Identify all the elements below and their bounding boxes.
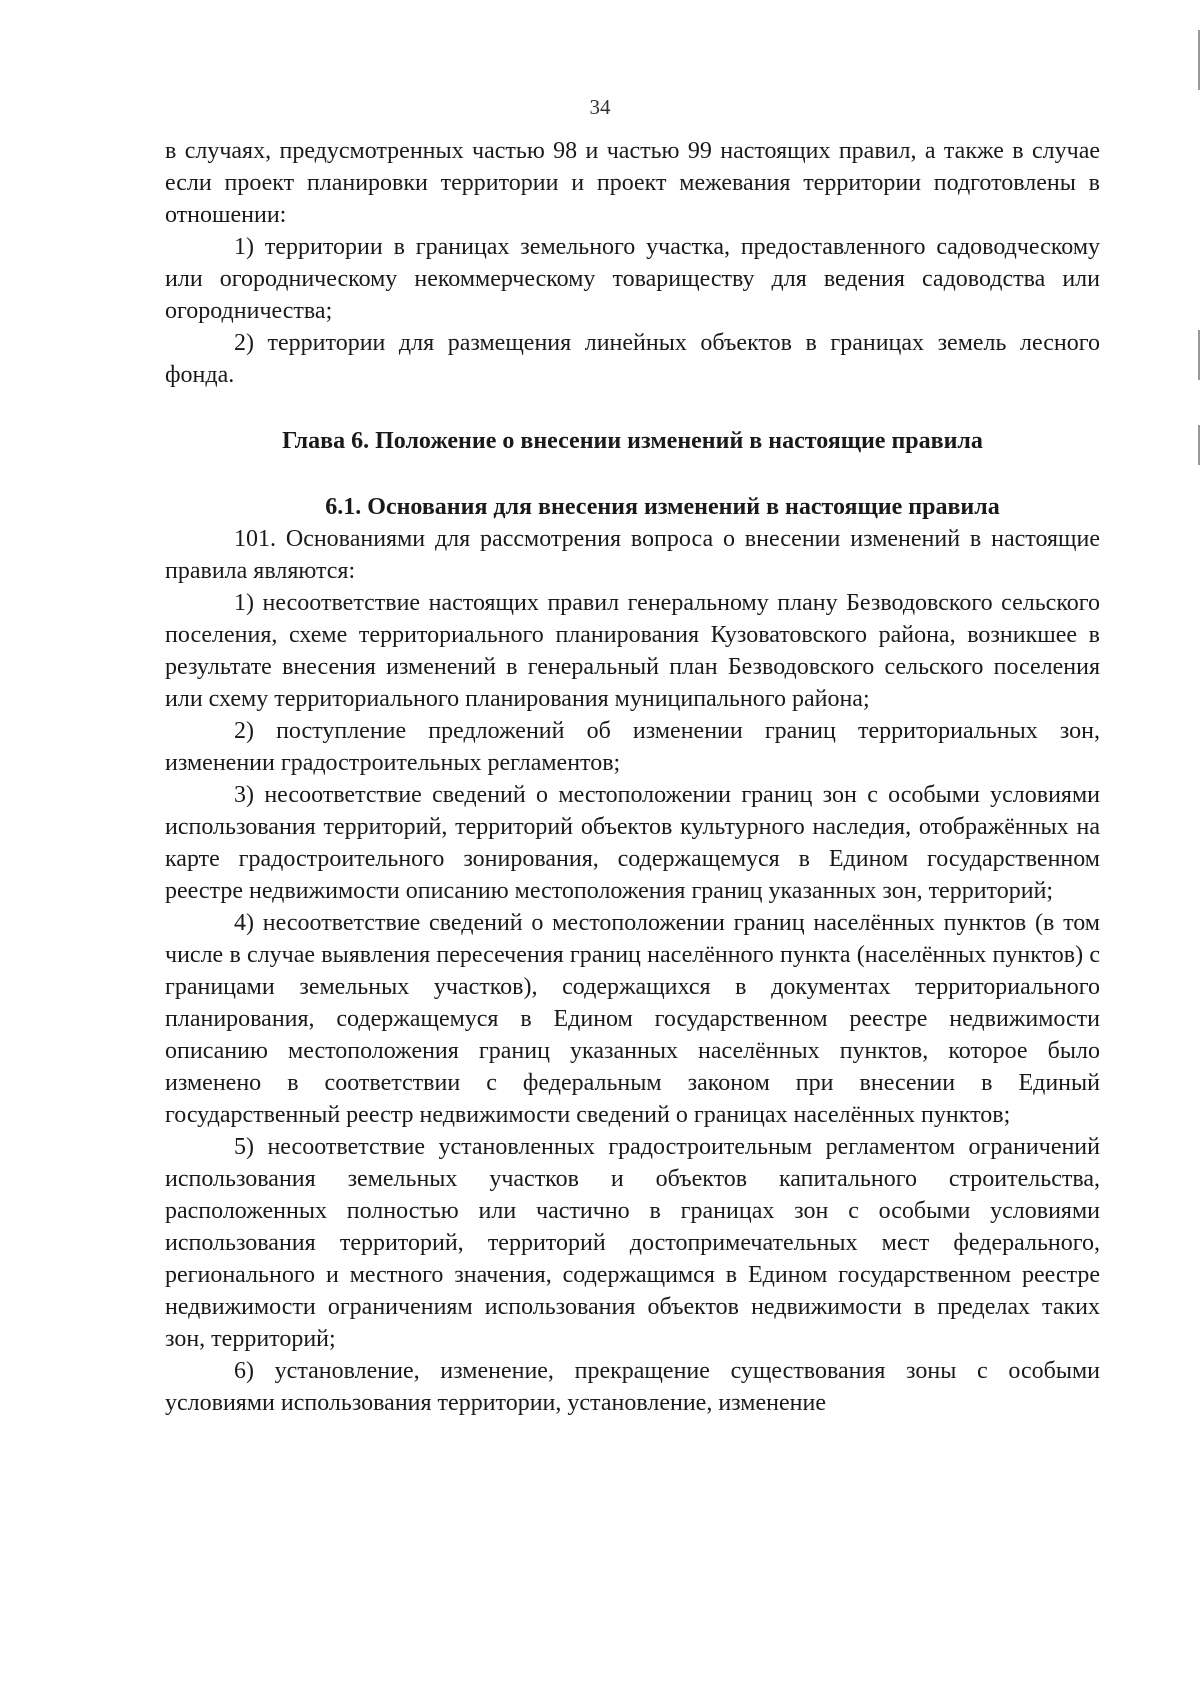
list-item: 2) поступление предложений об изменении границ территориальных зон, изменении градостроительных регламентов; [165,718,1100,776]
list-item: 4) несоответствие сведений о местоположении границ населённых пунктов (в том числе в случае выявления пересечения границ населённого пункта (населённых пунктов) с границами земельных участков), содержащихся в документах территориального планирования, содержащемуся в Едином государственном реестре недвижимости описанию местоположения границ указанных населённых пунктов, которое было изменено в соответствии с федеральным законом при внесении в Единый государственный реестр недвижимости сведений о границах населённых пунктов; [165,910,1100,1128]
list-item: 6) установление, изменение, прекращение существования зоны с особыми условиями использования территории, установление, изменение [165,1358,1100,1416]
list-item: 1) несоответствие настоящих правил генеральному плану Безводовского сельского поселения, схеме территориального планирования Кузоватовского района, возникшее в результате внесения изменений в генеральный план Безводовского сельского поселения или схему территориального планирования муниципального района; [165,590,1100,712]
list-item: 5) несоответствие установленных градостроительным регламентом ограничений использования земельных участков и объектов капитального строительства, расположенных полностью или частично в границах зон с особыми условиями использования территорий, территорий достопримечательных мест федерального, регионального и местного значения, содержащимся в Едином государственном реестре недвижимости ограничениям использования объектов недвижимости в пределах таких зон, территорий; [165,1134,1100,1352]
paragraph: в случаях, предусмотренных частью 98 и частью 99 настоящих правил, а также в случае если проект планировки территории и проект межевания территории подготовлены в отношении: [165,138,1100,228]
list-item: 2) территории для размещения линейных объектов в границах земель лесного фонда. [165,330,1100,388]
document-body [165,135,1100,1419]
list-item: 1) территории в границах земельного участка, предоставленного садоводческому или огородническому некоммерческому товариществу для ведения садоводства или огородничества; [165,234,1100,324]
section-heading: 6.1. Основания для внесения изменений в настоящие правила [325,494,1000,520]
chapter-heading: Глава 6. Положение о внесении изменений в настоящие правила [282,428,983,454]
paragraph: 101. Основаниями для рассмотрения вопроса о внесении изменений в настоящие правила являются: [165,526,1100,584]
page-number: 34 [589,95,611,119]
list-item: 3) несоответствие сведений о местоположении границ зон с особыми условиями использования территорий, территорий объектов культурного наследия, отображённых на карте градостроительного зонирования, содержащемуся в Едином государственном реестре недвижимости описанию местоположения границ указанных зон, территорий; [165,782,1100,904]
